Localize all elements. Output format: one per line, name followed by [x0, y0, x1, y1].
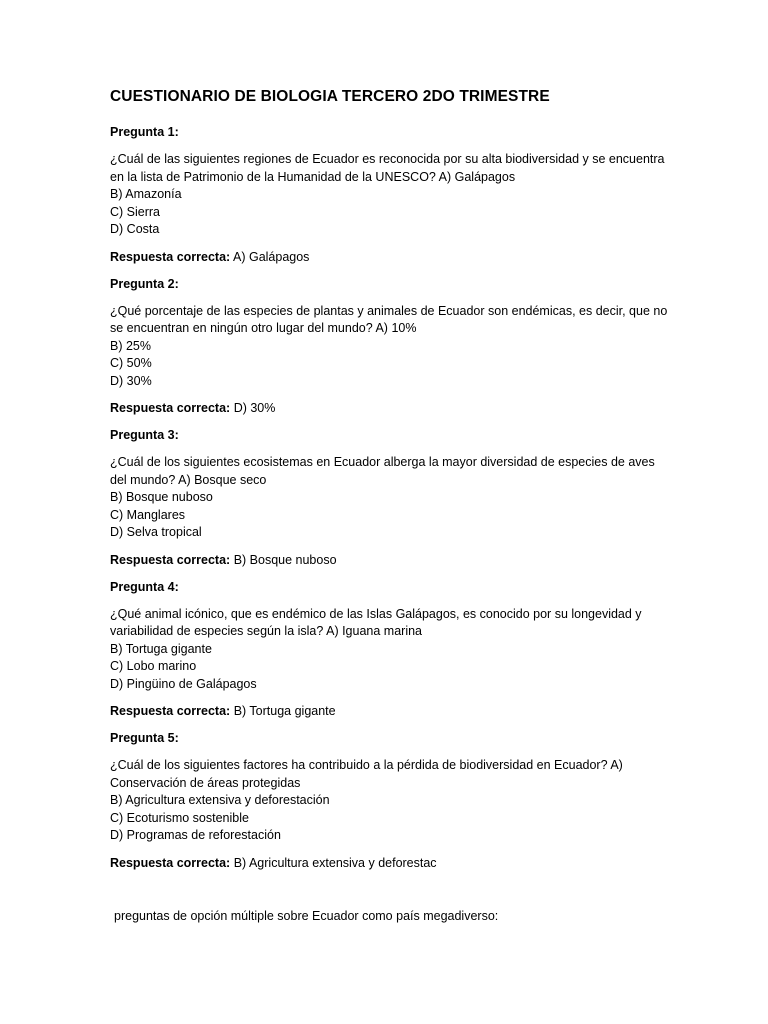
- question-block: [110, 276, 668, 418]
- option-list: [110, 338, 668, 391]
- answer-value: B) Tortuga gigante: [233, 704, 336, 718]
- option-item: D) 30%: [110, 373, 152, 388]
- option-item: B) 25%: [110, 338, 151, 353]
- answer-label: Respuesta correcta:: [110, 855, 231, 870]
- option-item: C) Ecoturismo sostenible: [110, 810, 249, 825]
- question-heading: Pregunta 1:: [110, 125, 179, 139]
- option-item: C) Sierra: [110, 204, 161, 219]
- answer-line: [110, 855, 668, 872]
- answer-line: [110, 552, 668, 569]
- option-item: D) Costa: [110, 222, 160, 236]
- question-text: ¿Qué porcentaje de las especies de plantas y animales de Ecuador son endémicas, es decir, que no se encuentran en ningún otro lugar del mundo? A) 10%: [110, 303, 668, 335]
- question-heading: Pregunta 2:: [110, 276, 179, 291]
- option-list: [110, 186, 668, 239]
- option-list: [110, 792, 668, 845]
- option-item: D) Selva tropical: [110, 525, 202, 539]
- question-block: [110, 427, 668, 569]
- answer-label: Respuesta correcta:: [110, 552, 231, 567]
- answer-label: Respuesta correcta:: [110, 249, 231, 264]
- option-list: [110, 641, 668, 694]
- option-item: B) Bosque nuboso: [110, 490, 213, 504]
- answer-label: Respuesta correcta:: [110, 401, 231, 415]
- question-heading: Pregunta 3:: [110, 428, 179, 442]
- option-item: D) Programas de reforestación: [110, 828, 281, 842]
- answer-value: B) Agricultura extensiva y deforestac: [233, 855, 437, 870]
- question-text: ¿Cuál de las siguientes regiones de Ecuador es reconocida por su alta biodiversidad y se encuentra en la lista de Patrimonio de la Humanidad de la UNESCO? A) Galápagos: [110, 152, 665, 184]
- option-item: B) Tortuga gigante: [110, 641, 212, 656]
- question-heading: Pregunta 5:: [110, 731, 179, 745]
- answer-value: B) Bosque nuboso: [233, 552, 337, 567]
- question-block: [110, 124, 668, 266]
- question-block: [110, 579, 668, 721]
- document-title: CUESTIONARIO DE BIOLOGIA TERCERO 2DO TRIMESTRE: [110, 88, 550, 105]
- answer-line: [110, 400, 668, 417]
- option-item: D) Pingüino de Galápagos: [110, 676, 257, 691]
- question-text: ¿Qué animal icónico, que es endémico de las Islas Galápagos, es conocido por su longevidad y variabilidad de especies según la isla? A) Iguana marina: [110, 606, 642, 638]
- answer-value: D) 30%: [233, 401, 276, 415]
- answer-value: A) Galápagos: [233, 249, 310, 264]
- question-text: ¿Cuál de los siguientes factores ha contribuido a la pérdida de biodiversidad en Ecuador? A) Conservación de áreas protegidas: [110, 758, 623, 790]
- option-item: B) Amazonía: [110, 187, 182, 201]
- option-item: C) 50%: [110, 356, 152, 370]
- option-list: [110, 489, 668, 542]
- question-heading: Pregunta 4:: [110, 579, 179, 594]
- question-block: [110, 730, 668, 872]
- answer-line: [110, 703, 668, 720]
- answer-line: [110, 249, 668, 266]
- option-item: C) Manglares: [110, 507, 186, 522]
- question-text: ¿Cuál de los siguientes ecosistemas en Ecuador alberga la mayor diversidad de especies de aves del mundo? A) Bosque seco: [110, 455, 655, 487]
- option-item: C) Lobo marino: [110, 659, 197, 673]
- option-item: B) Agricultura extensiva y deforestación: [110, 793, 330, 807]
- trailing-text: preguntas de opción múltiple sobre Ecuador como país megadiverso:: [114, 908, 499, 923]
- answer-label: Respuesta correcta:: [110, 704, 231, 718]
